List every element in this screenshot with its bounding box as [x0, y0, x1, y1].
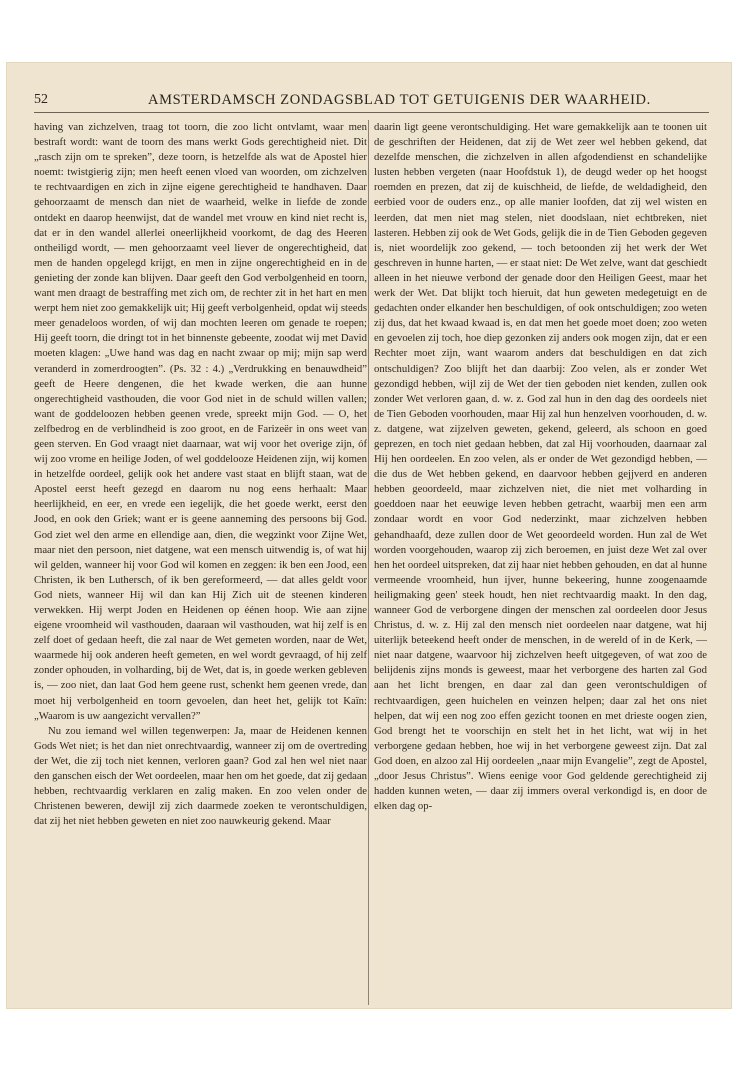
column-divider — [368, 120, 369, 1005]
page-number: 52 — [34, 92, 48, 107]
paragraph: having van zichzelven, traag tot toorn, die zoo licht ontvlamt, waar men bestraft wordt: want de toorn des mans werkt Gods gerechtigheid niet. Dit „rasch zijn om te spreken”, deze toorn, is hetzelfde als wat de Apostel hier noemt: twistgierig zijn; men heeft eenen vloed van woorden, om zichzelven te rechtvaardigen en zich in zijne eigene gerechtigheid te handhaven. Daar gehoorzaamt de mensch dan niet de waarheid, welke in liefde de zonde ontdekt en daarop heenwijst, dat de wandel met vrouw en kind niet recht is, dat er in den wandel allerlei oneerlijkheid voorkomt, de dag des Heeren ontheiligd wordt, — men gehoorzaamt veel liever de ongerechtigheid, dat men de handen opgelegd krijgt, en men in zijne ongerechtigheid en in de genieting der zonde kan blijven. Daar geeft den God verbolgenheid en toorn, want men draagt de bestraffing met zich om, de rechter zit in het hart en men werpt hem niet zoo gemakkelijk uit; Hij geeft verbolgenheid, opdat wij steeds meer genadeloos worden, of wij dan mochten leeren om genade te roepen; Hij geeft toorn, die dringt tot in het binnenste gebeente, zoodat wij met David moeten klagen: „Uwe hand was dag en nacht zwaar op mij; mijn sap werd veranderd in zomerdroogten”. (Ps. 32 : 4.) „Verdrukking en benauwdheid” geeft de Heere dengenen, die het kwade werken, die aan hunne ongerechtigheid vasthouden, die voor God niet in de schuld willen vallen; want de goddeloozen hebben geenen vrede, spreekt mijn God. — O, het zelfbedrog en de verblindheid is zoo groot, en de Farizeër in ons weet van geen sterven. En God vraagt niet daarnaar, wat wij voor het overige zijn, óf wij zoo vrome en heilige Joden, of wel goddelooze Heidenen zijn, wij komen in hetzelfde oordeel, gelijk ook het andere vast staat en blijft staan, wat de Apostel eerst heeft gezegd en daarom nu nog eens herhaalt: Maar heerlijkheid, en eer, en vrede een iegelijk, die het goede werkt, eerst den Jood, en ook den Griek; want er is geene aanneming des persoons bij God. God ziet wel den arme en ellendige aan, dien, die wegzinkt voor Zijne Wet, maar niet den persoon, niet datgene, wat een mensch uitwendig is, of wat hij wil gelden, wanneer hij voor God wil komen en zeggen: ik ben een Jood, een Christen, ik ben Luthersch, of ik ben gereformeerd, — dat alles geldt voor God niets, wanneer Hij wil dan kan Hij Zich uit de steenen kinderen verwekken. Hij werpt Joden en Heidenen op éénen hoop. Wie aan zijne eigene vroomheid wil vasthouden, daaraan wil vasthouden, wat hij zelf is en zelf doet of gedaan heeft, die zal naar de Wet gemeten worden, naar de Wet, waarmede hij ook anderen heeft gemeten, en wel wordt gevraagd, of hij zelf zonder ophouden, in volharding, bij de Wet, dat is, in goede werken gebleven is, — zoo niet, dan laat God hem geene rust, schenkt hem geenen vrede, dan moet hij verbolgenheid en toorn gevoelen, dan heet het, gelijk tot Kaïn: „Waarom is uw aangezicht vervallen?” — [34, 121, 367, 722]
right-column — [374, 120, 707, 1007]
paragraph: daarin ligt geene verontschuldiging. Het ware gemakkelijk aan te toonen uit de geschriften der Heidenen, dat zij de Wet zeer wel hebben gekend, dat dezelfde menschen, die zichzelven in allen afgodendienst en schandelijke lusten hebben vergeten (naar Hoofdstuk 1), de deugd weder op het hoogst roemden en prezen, dat zij de kuischheid, de liefde, de weldadigheid, den eerbied voor de ouders enz., op alle manier loofden, dat zij wel wisten en leerden, dat men niet mag stelen, niet doodslaan, niet echtbreken, niet lasteren. Hebben zij ook de Wet Gods, gelijk die in de Tien Geboden gegeven is, niet woordelijk zoo gekend, — toch betoonden zij het werk der Wet geschreven in hunne harten, — er staat niet: De Wet zelve, want dat geschiedt alleen in het nieuwe verbond der genade door den Heiligen Geest, maar het werk der Wet. Dat blijkt toch hieruit, dat hun geweten medegetuigt en de gedachten onder elkander hen beschuldigen, of ook ontschuldigen; zoo weten zij dus, dat het kwaad kwaad is, en dat men het goede moet doen; zoo weten en gevoelen zij toch, hoe diep gezonken zij anders ook mogen zijn, dat er een Rechter moet zijn, want waarom anders dat beschuldigen en dat zich ontschuldigen? Zoo blijft het dan daarbij: Zoo velen, als er zonder Wet gezondigd hebben, wijl zij de Wet der tien geboden niet kenden, zullen ook zonder Wet verloren gaan, d. w. z. God zal hun in den dag des oordeels niet de Tien Geboden voorhouden, maar Hij zal hun henzelven voorhouden, d. w. z. datgene, wat zijzelven geweten, gekend, geleerd, als schoon en goed geprezen, en toch niet gedaan hebben, dat zal Hij voorhouden, daarnaar zal Hij hen oordeelen. En zoo velen, als er onder de Wet gezondigd hebben, — die dus de Wet hebben gekend, en daarvoor hebben gejjverd en anderen hebben geoordeeld, maar zichzelven niet, die niet met volharding in goeddoen naar het eeuwige leven hebben getracht, waarbij men een arm zondaar wordt en voor God nederzinkt, maar zichzelven hebben gehandhaafd, deze zullen door de Wet geoordeeld worden. Hun zal de Wet worden voorgehouden, waarop zij zich beroemen, en juist deze Wet zal over hen het oordeel uitspreken, dat zij haar niet hebben gehouden, en dat al hunne vermeende vroomheid, hun ijver, hunne bekeering, hunne zoogenaamde heiligmaking geen' steek houdt, hen niet rechtvaardig maakt. In den dag, wanneer God de verborgene dingen der menschen zal oordeelen door Jesus Christus, d. w. z. Hij zal den mensch niet oordeelen naar datgene, wat hij uiterlijk beteekend heeft onder de menschen, in de wereld of in de Kerk, — niet naar datgene, waarvoor hij zichzelven heeft uitgegeven, of wat zoo de belijdenis zijns monds is geweest, maar het verborgene des harten zal God aan het licht brengen, en daar zal dan geen verontschuldigen of rechtvaardigen, geen huichelen en veinzen helpen; daar zal het ons niet helpen, dat wij een nog zoo effen gezicht toonen en met drieste oogen zien, God brengt het te voorschijn en stelt het in het licht, wat wij in het verborgene gedaan hebben, hoe wij in het verborgene geweest zijn. Dat zal God doen, en alzoo zal Hij oordeelen „naar mijn Evangelie”, zegt de Apostel, „door Jesus Christus”. Wiens eenige voor God geldende gerechtigheid zij hadden kunnen weten, — daar zij immers overal verkondigd is, en door de elken dag op- — [374, 121, 707, 813]
newspaper-page — [6, 62, 732, 1009]
running-title: AMSTERDAMSCH ZONDAGSBLAD TOT GETUIGENIS DER WAARHEID. — [148, 92, 651, 108]
left-column — [34, 120, 367, 1007]
header-rule — [34, 112, 709, 113]
paragraph: Nu zou iemand wel willen tegenwerpen: Ja, maar de Heidenen kennen Gods Wet niet; is het dan niet onrechtvaardig, wanneer zij om de overtreding der Wet, die zij toch niet kennen, verloren gaan? God zal hen wel niet naar den ganschen eisch der Wet oordeelen, maar hen om het goede, dat zij gedaan hebben, rechtvaardig verklaren en zalig maken. En zoo velen onder de Christenen beweren, dewijl zij zich daarmede zoeken te verontschuldigen, dat zij het niet hebben geweten en niet zoo nauwkeurig gekend. Maar — [34, 724, 367, 828]
